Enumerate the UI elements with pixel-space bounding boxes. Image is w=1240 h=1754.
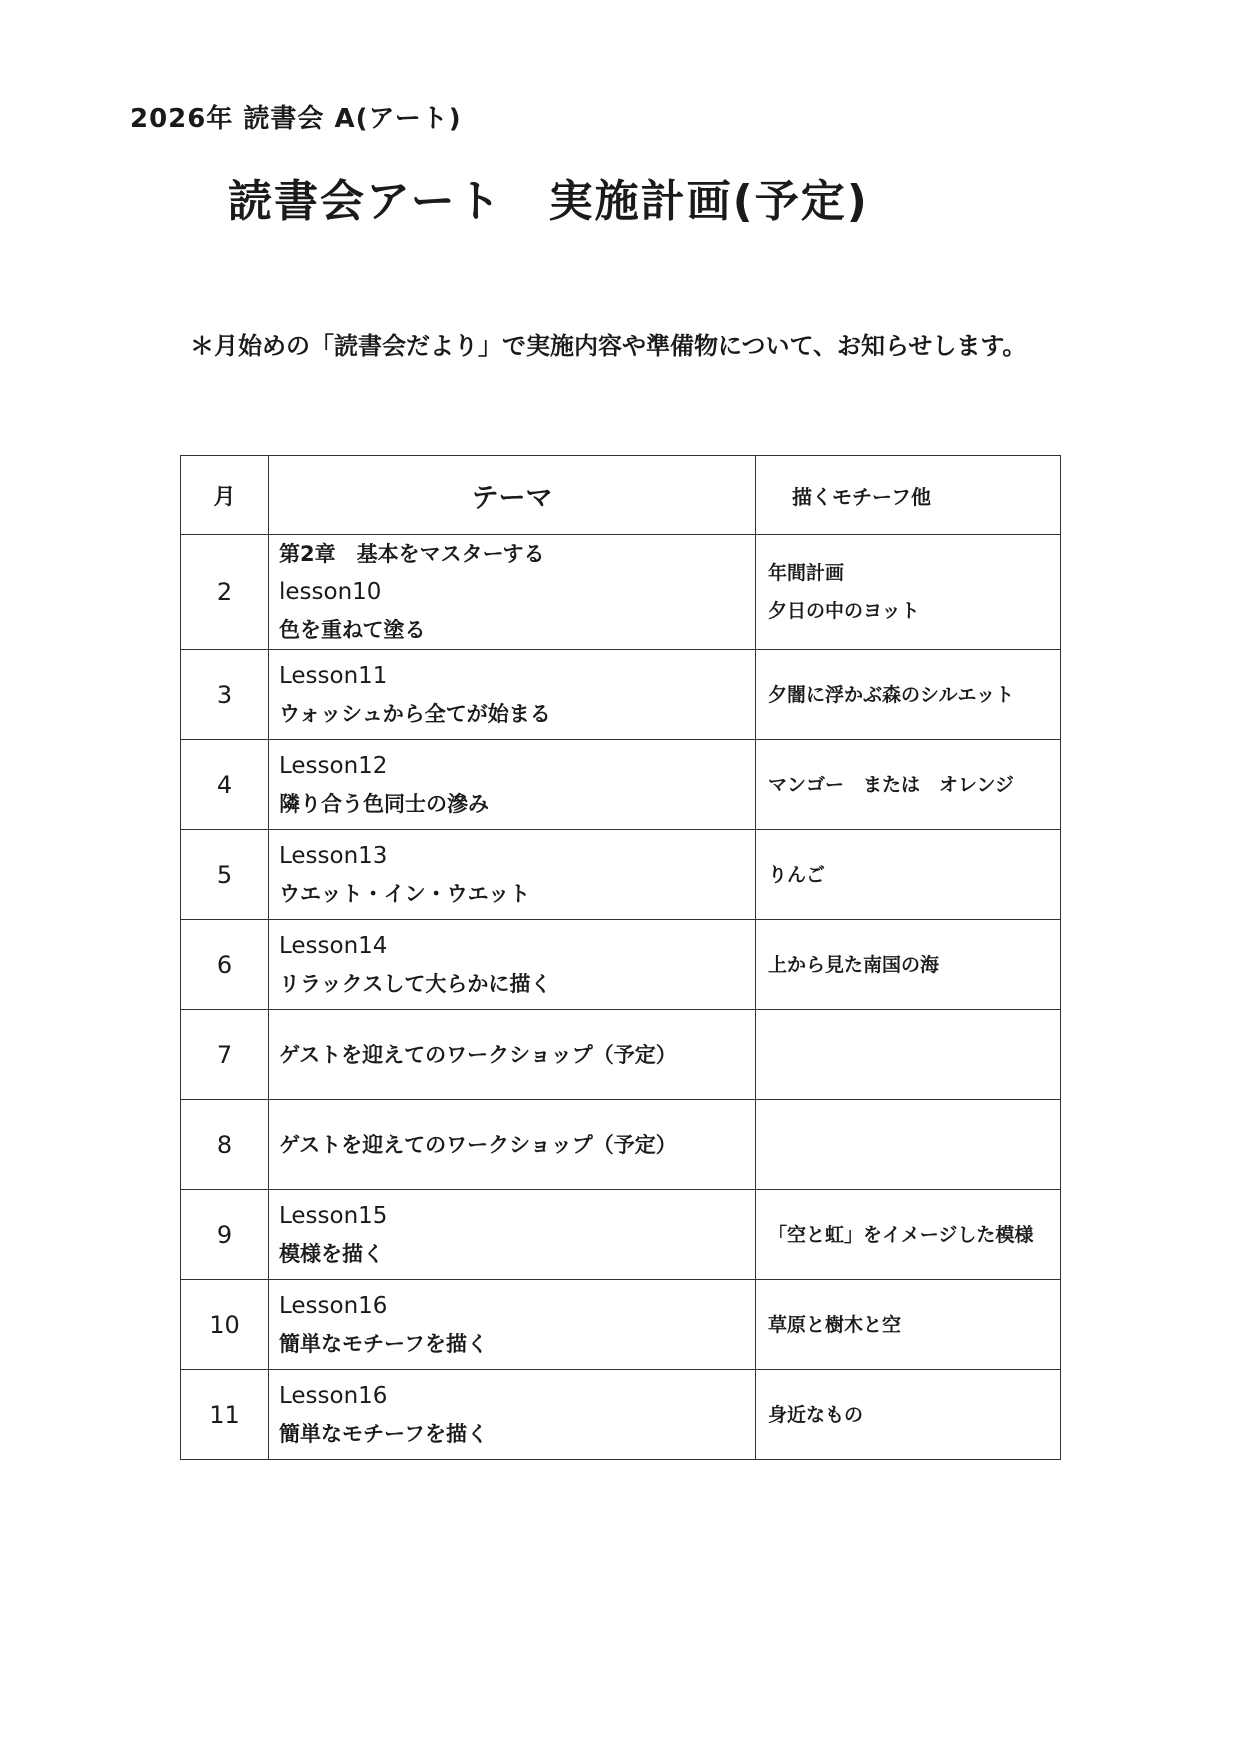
schedule-table	[180, 455, 1061, 1460]
theme-line: ウォッシュから全てが始まる	[279, 701, 551, 726]
theme-line: ゲストを迎えてのワークショップ（予定）	[279, 1042, 677, 1067]
theme-line: Lesson12	[279, 752, 388, 779]
theme-line: 色を重ねて塗る	[279, 618, 426, 642]
motif-line: マンゴー または オレンジ	[768, 773, 1015, 796]
table-row	[181, 1370, 1061, 1460]
motif-line: 夕日の中のヨット	[768, 600, 920, 622]
theme-line: Lesson14	[279, 932, 388, 959]
notice-text: ＊月始めの「読書会だより」で実施内容や準備物について、お知らせします。	[190, 332, 1027, 360]
theme-cell	[269, 830, 756, 920]
motif-cell	[756, 1280, 1061, 1370]
table-row	[181, 650, 1061, 740]
table-row	[181, 1010, 1061, 1100]
document-header: 2026年 読書会 A(アート)	[130, 104, 462, 134]
theme-line: リラックスして大らかに描く	[279, 971, 552, 996]
table-row	[181, 1280, 1061, 1370]
theme-cell	[269, 1100, 756, 1190]
theme-cell	[269, 650, 756, 740]
header-theme: テーマ	[269, 456, 756, 535]
theme-line: Lesson16	[279, 1382, 388, 1409]
table-row	[181, 740, 1061, 830]
theme-cell	[269, 1190, 756, 1280]
motif-line: 夕闇に浮かぶ森のシルエット	[768, 683, 1015, 706]
header-motif: 描くモチーフ他	[756, 456, 1061, 535]
month-cell: 4	[181, 740, 269, 830]
motif-cell	[756, 1190, 1061, 1280]
motif-line: 上から見た南国の海	[768, 953, 940, 976]
motif-line: 「空と虹」をイメージした模様	[768, 1223, 1034, 1246]
theme-line: Lesson16	[279, 1292, 388, 1319]
theme-cell	[269, 920, 756, 1010]
theme-cell	[269, 1010, 756, 1100]
motif-cell	[756, 1370, 1061, 1460]
schedule-body	[181, 535, 1061, 1460]
month-cell: 9	[181, 1190, 269, 1280]
motif-line: 草原と樹木と空	[768, 1313, 902, 1336]
month-cell: 8	[181, 1100, 269, 1190]
month-cell: 2	[181, 535, 269, 650]
table-row	[181, 920, 1061, 1010]
month-cell: 6	[181, 920, 269, 1010]
motif-cell	[756, 1100, 1061, 1190]
theme-cell	[269, 535, 756, 650]
month-cell: 3	[181, 650, 269, 740]
month-cell: 10	[181, 1280, 269, 1370]
theme-line: ゲストを迎えてのワークショップ（予定）	[279, 1132, 677, 1157]
month-cell: 11	[181, 1370, 269, 1460]
page-title: 読書会アート 実施計画(予定)	[228, 176, 869, 227]
theme-line: Lesson11	[279, 662, 388, 689]
table-header-row	[181, 456, 1061, 535]
table-row	[181, 1190, 1061, 1280]
theme-line: 模様を描く	[279, 1241, 384, 1266]
month-cell: 7	[181, 1010, 269, 1100]
theme-line: Lesson13	[279, 842, 388, 869]
theme-line: ウエット・イン・ウエット	[279, 881, 531, 906]
theme-cell	[269, 1370, 756, 1460]
theme-line: lesson10	[279, 579, 382, 605]
motif-line: 身近なもの	[768, 1403, 864, 1426]
theme-line: Lesson15	[279, 1202, 388, 1229]
motif-cell	[756, 830, 1061, 920]
motif-cell	[756, 650, 1061, 740]
month-cell: 5	[181, 830, 269, 920]
theme-line: 簡単なモチーフを描く	[279, 1421, 488, 1446]
motif-line: 年間計画	[768, 562, 845, 584]
header-month: 月	[181, 456, 269, 535]
motif-line: りんご	[768, 863, 826, 886]
motif-cell	[756, 740, 1061, 830]
motif-cell	[756, 535, 1061, 650]
theme-line: 第2章 基本をマスターする	[279, 542, 545, 566]
motif-cell	[756, 920, 1061, 1010]
theme-cell	[269, 740, 756, 830]
theme-line: 隣り合う色同士の滲み	[279, 791, 489, 816]
table-row	[181, 535, 1061, 650]
table-row	[181, 1100, 1061, 1190]
theme-cell	[269, 1280, 756, 1370]
motif-cell	[756, 1010, 1061, 1100]
theme-line: 簡単なモチーフを描く	[279, 1331, 488, 1356]
table-row	[181, 830, 1061, 920]
